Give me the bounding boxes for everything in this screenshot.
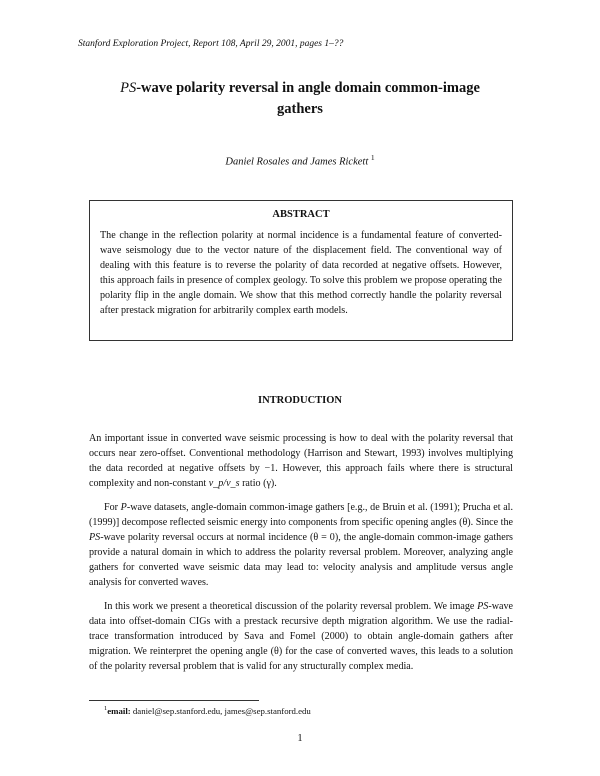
p1-text-b: ratio (γ).	[239, 478, 277, 489]
p2-math-p: P	[120, 502, 127, 513]
authors: Daniel Rosales and James Rickett	[225, 156, 369, 168]
page-number: 1	[297, 733, 303, 744]
author-line	[0, 153, 600, 168]
footnote	[104, 705, 311, 716]
title-ps-symbol: PS	[120, 80, 137, 96]
p3-math-ps: PS	[477, 601, 489, 612]
title-line-2: gathers	[277, 101, 323, 117]
paragraph-2	[89, 500, 513, 590]
p2-text-a: For	[104, 502, 121, 513]
paper-title	[60, 78, 540, 120]
p3-text-b: -wave data into offset-domain CIGs with a prestack recursive depth migration algorithm. We use the radial-trace transformation introduced by Sava and Fomel (2000) to obtain angle-domain gathers after migration. We reinterpret the opening angle (θ) for the case of converted waves, this leads to a solution of the polarity reversal problem that is valid for any structurally complex media.	[89, 601, 513, 672]
paragraph-3	[89, 599, 513, 674]
footnote-mark: 1	[104, 705, 108, 712]
p1-math-vp-vs: v_p/v_s	[208, 478, 240, 489]
p3-text-a: In this work we present a theoretical discussion of the polarity reversal problem. We image	[104, 601, 478, 612]
running-header: Stanford Exploration Project, Report 108, April 29, 2001, pages 1–??	[78, 39, 344, 49]
abstract-box	[89, 200, 513, 341]
p2-text-b: -wave datasets, angle-domain common-image gathers [e.g., de Bruin et al. (1991); Prucha et al. (1999)] decompose reflected seismic energy into components from specific opening angles (θ). Since the	[89, 502, 513, 528]
introduction-body	[89, 431, 513, 683]
abstract-text: The change in the reflection polarity at normal incidence is a fundamental feature of converted-wave seismology due to the vector nature of the displacement field. The conventional way of dealing with this feature is to reverse the polarity of data recorded at negative offsets. However, this approach fails in presence of complex geology. To solve this problem we propose operating the polarity flip in the angle domain. We show that this method correctly handle the polarity reversal after prestack migration for arbitrarily complex earth models.	[100, 230, 502, 316]
abstract-heading: ABSTRACT	[272, 209, 330, 220]
paragraph-1	[89, 431, 513, 491]
footnote-label: email:	[107, 705, 131, 716]
footnote-divider	[89, 700, 259, 701]
footnote-emails: daniel@sep.stanford.edu, james@sep.stanford.edu	[130, 705, 311, 716]
title-line-1: -wave polarity reversal in angle domain common-image	[136, 80, 480, 96]
author-footnote-mark: 1	[370, 153, 375, 162]
p2-math-ps: PS	[89, 532, 101, 543]
p1-text-a: An important issue in converted wave seismic processing is how to deal with the polarity reversal that occurs near zero-offset. Conventional methodology (Harrison and Stewart, 1993) involves multiplying the data recorded at negative offsets by −1. However, this approach fails where there is structural complexity and non-constant	[89, 433, 513, 489]
section-heading-introduction: INTRODUCTION	[257, 395, 342, 406]
p2-text-c: -wave polarity reversal occurs at normal incidence (θ = 0), the angle-domain common-image gathers provide a natural domain in which to address the polarity reversal problem. Moreover, analyzing angle gathers for converted wave seismic data may lead to: velocity analysis and amplitude versus angle analysis for converted waves.	[89, 532, 513, 588]
